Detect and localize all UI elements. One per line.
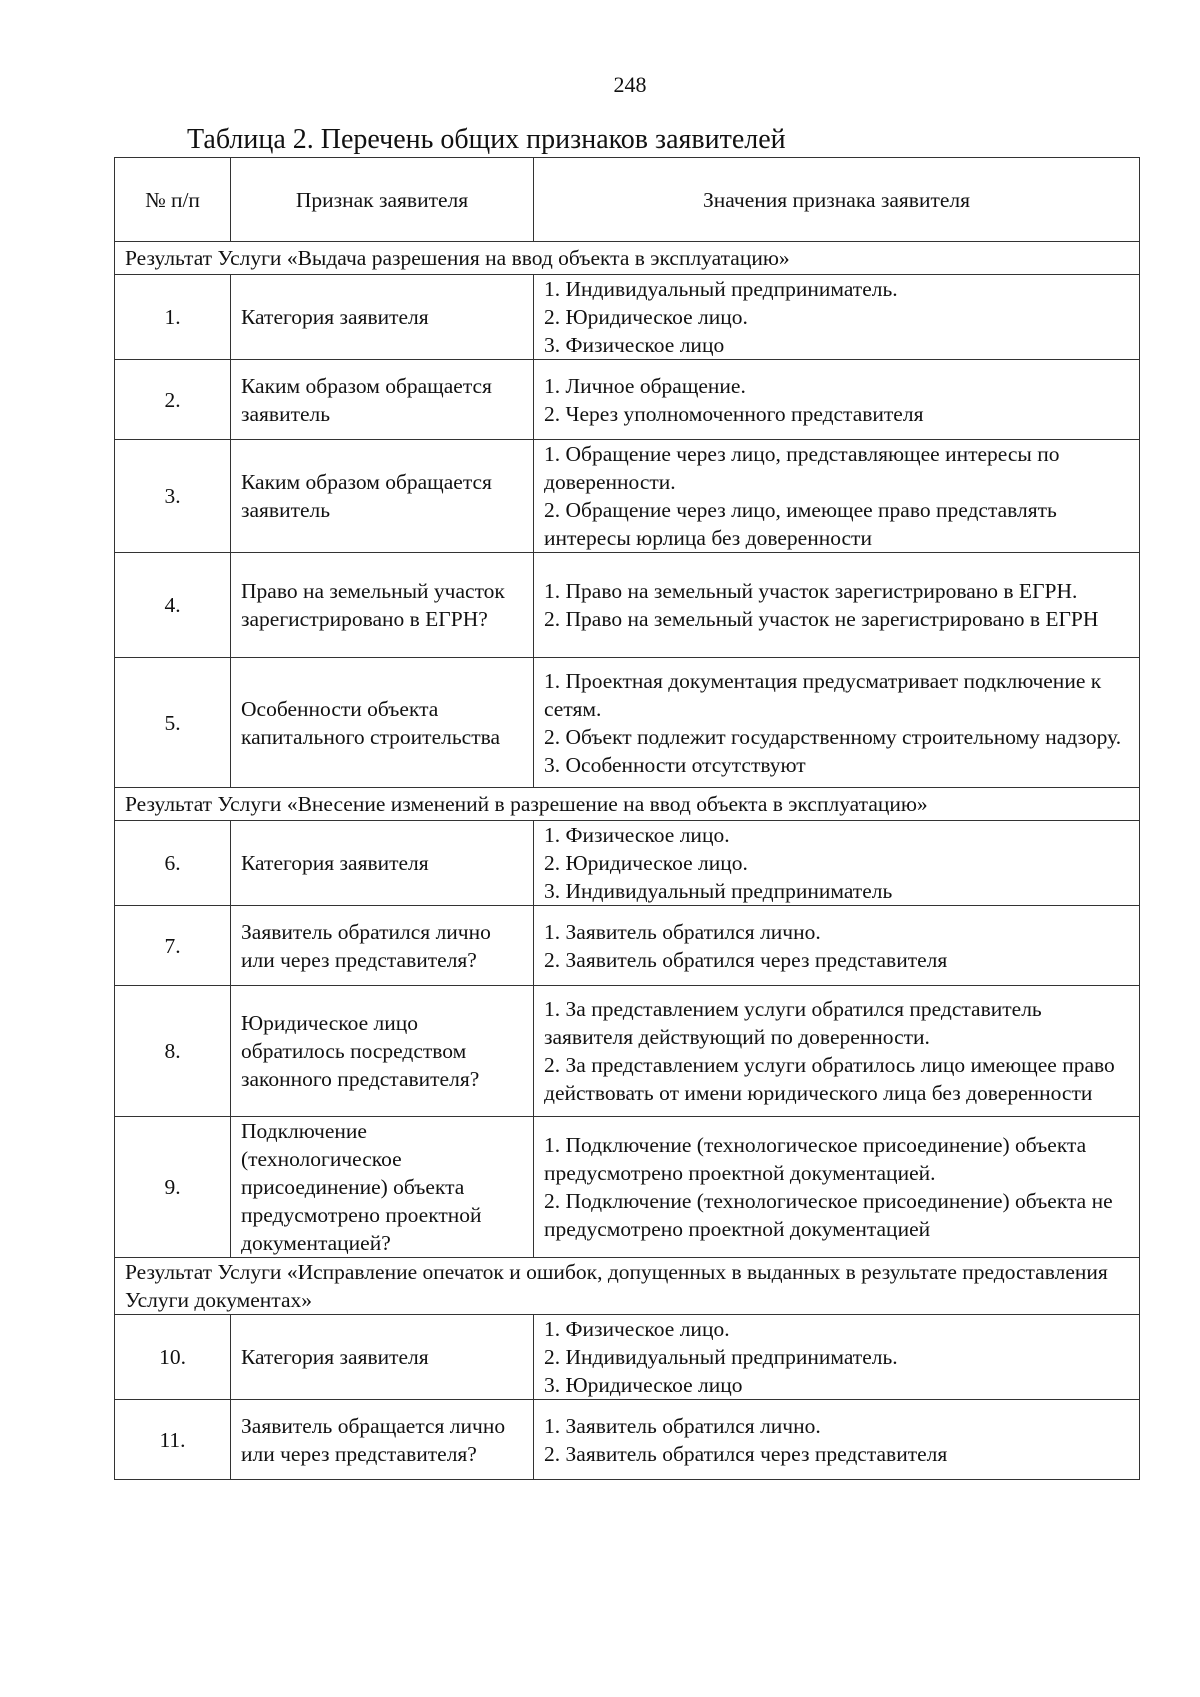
- value-line: 1. Обращение через лицо, представляющее интересы по доверенности.: [544, 442, 1060, 494]
- feature-cell: Каким образом обращается заявитель: [231, 440, 534, 553]
- table-row: [115, 440, 1140, 553]
- value-line: 1. Заявитель обратился лично.: [544, 919, 821, 944]
- value-line: 2. Юридическое лицо.: [544, 851, 748, 875]
- feature-cell: Подключение (технологическое присоединение) объекта предусмотрено проектной документацией?: [231, 1117, 534, 1258]
- table-header-row: [115, 158, 1140, 242]
- row-number: 7.: [115, 906, 231, 986]
- table-row: [115, 1117, 1140, 1258]
- applicant-features-table: [114, 157, 1140, 1480]
- value-line: 2. Заявитель обратился через представителя: [544, 1441, 948, 1466]
- column-header-feature: Признак заявителя: [231, 158, 534, 242]
- value-line: 3. Юридическое лицо: [544, 1373, 743, 1397]
- value-line: 1. За представлением услуги обратился представитель заявителя действующий по доверенности.: [544, 997, 1042, 1049]
- values-cell: [534, 275, 1140, 360]
- value-line: 3. Индивидуальный предприниматель: [544, 879, 893, 903]
- table-row: [115, 658, 1140, 788]
- table-row: [115, 553, 1140, 658]
- value-line: 1. Проектная документация предусматривает подключение к сетям.: [544, 668, 1102, 721]
- values-cell: [534, 553, 1140, 658]
- values-cell: [534, 658, 1140, 788]
- row-number: 4.: [115, 553, 231, 658]
- value-line: 3. Физическое лицо: [544, 333, 725, 357]
- feature-cell: Право на земельный участок зарегистрировано в ЕГРН?: [231, 553, 534, 658]
- feature-cell: Юридическое лицо обратилось посредством законного представителя?: [231, 986, 534, 1117]
- table-row: [115, 906, 1140, 986]
- section-header-row: [115, 242, 1140, 275]
- values-cell: [534, 906, 1140, 986]
- values-cell: [534, 1117, 1140, 1258]
- value-line: 1. Право на земельный участок зарегистрировано в ЕГРН.: [544, 579, 1078, 603]
- feature-cell: Категория заявителя: [231, 275, 534, 360]
- values-cell: [534, 440, 1140, 553]
- values-cell: [534, 986, 1140, 1117]
- table-row: [115, 821, 1140, 906]
- row-number: 6.: [115, 821, 231, 906]
- page-number: 248: [613, 72, 647, 97]
- table-row: [115, 275, 1140, 360]
- table-row: [115, 1400, 1140, 1480]
- column-header-number: № п/п: [115, 158, 231, 242]
- values-cell: [534, 821, 1140, 906]
- value-line: 1. Личное обращение.: [544, 373, 746, 398]
- row-number: 9.: [115, 1117, 231, 1258]
- row-number: 8.: [115, 986, 231, 1117]
- feature-cell: Категория заявителя: [231, 1315, 534, 1400]
- row-number: 2.: [115, 360, 231, 440]
- values-cell: [534, 1400, 1140, 1480]
- value-line: 2. Подключение (технологическое присоединение) объекта не предусмотрено проектной документацией: [544, 1189, 1113, 1241]
- table-row: [115, 1315, 1140, 1400]
- value-line: 1. Подключение (технологическое присоединение) объекта предусмотрено проектной документацией.: [544, 1133, 1087, 1185]
- values-cell: [534, 1315, 1140, 1400]
- value-line: 2. За представлением услуги обратилось лицо имеющее право действовать от имени юридического лица без доверенности: [544, 1053, 1115, 1105]
- table-body: [115, 242, 1140, 1480]
- feature-cell: Заявитель обратился лично или через представителя?: [231, 906, 534, 986]
- table-caption: Таблица 2. Перечень общих признаков заявителей: [187, 124, 786, 155]
- section-header-row: [115, 1258, 1140, 1315]
- section-title: Результат Услуги «Внесение изменений в разрешение на ввод объекта в эксплуатацию»: [115, 788, 1140, 821]
- feature-cell: Каким образом обращается заявитель: [231, 360, 534, 440]
- row-number: 10.: [115, 1315, 231, 1400]
- value-line: 2. Обращение через лицо, имеющее право представлять интересы юрлица без доверенности: [544, 498, 1057, 550]
- value-line: 2. Заявитель обратился через представителя: [544, 947, 948, 972]
- value-line: 3. Особенности отсутствуют: [544, 752, 806, 777]
- section-title: Результат Услуги «Исправление опечаток и ошибок, допущенных в выданных в результате предоставления Услуги документах»: [115, 1258, 1140, 1315]
- value-line: 1. Физическое лицо.: [544, 1317, 730, 1341]
- value-line: 2. Объект подлежит государственному строительному надзору.: [544, 724, 1122, 749]
- feature-cell: Категория заявителя: [231, 821, 534, 906]
- table-row: [115, 986, 1140, 1117]
- section-title: Результат Услуги «Выдача разрешения на ввод объекта в эксплуатацию»: [115, 242, 1140, 275]
- column-header-values: Значения признака заявителя: [534, 158, 1140, 242]
- row-number: 11.: [115, 1400, 231, 1480]
- table-row: [115, 360, 1140, 440]
- values-cell: [534, 360, 1140, 440]
- feature-cell: Заявитель обращается лично или через представителя?: [231, 1400, 534, 1480]
- value-line: 2. Через уполномоченного представителя: [544, 401, 924, 426]
- row-number: 3.: [115, 440, 231, 553]
- value-line: 2. Право на земельный участок не зарегистрировано в ЕГРН: [544, 607, 1099, 631]
- value-line: 1. Индивидуальный предприниматель.: [544, 277, 898, 301]
- feature-cell: Особенности объекта капитального строительства: [231, 658, 534, 788]
- section-header-row: [115, 788, 1140, 821]
- value-line: 2. Юридическое лицо.: [544, 305, 748, 329]
- value-line: 1. Заявитель обратился лично.: [544, 1413, 821, 1438]
- value-line: 1. Физическое лицо.: [544, 823, 730, 847]
- row-number: 1.: [115, 275, 231, 360]
- row-number: 5.: [115, 658, 231, 788]
- value-line: 2. Индивидуальный предприниматель.: [544, 1345, 898, 1369]
